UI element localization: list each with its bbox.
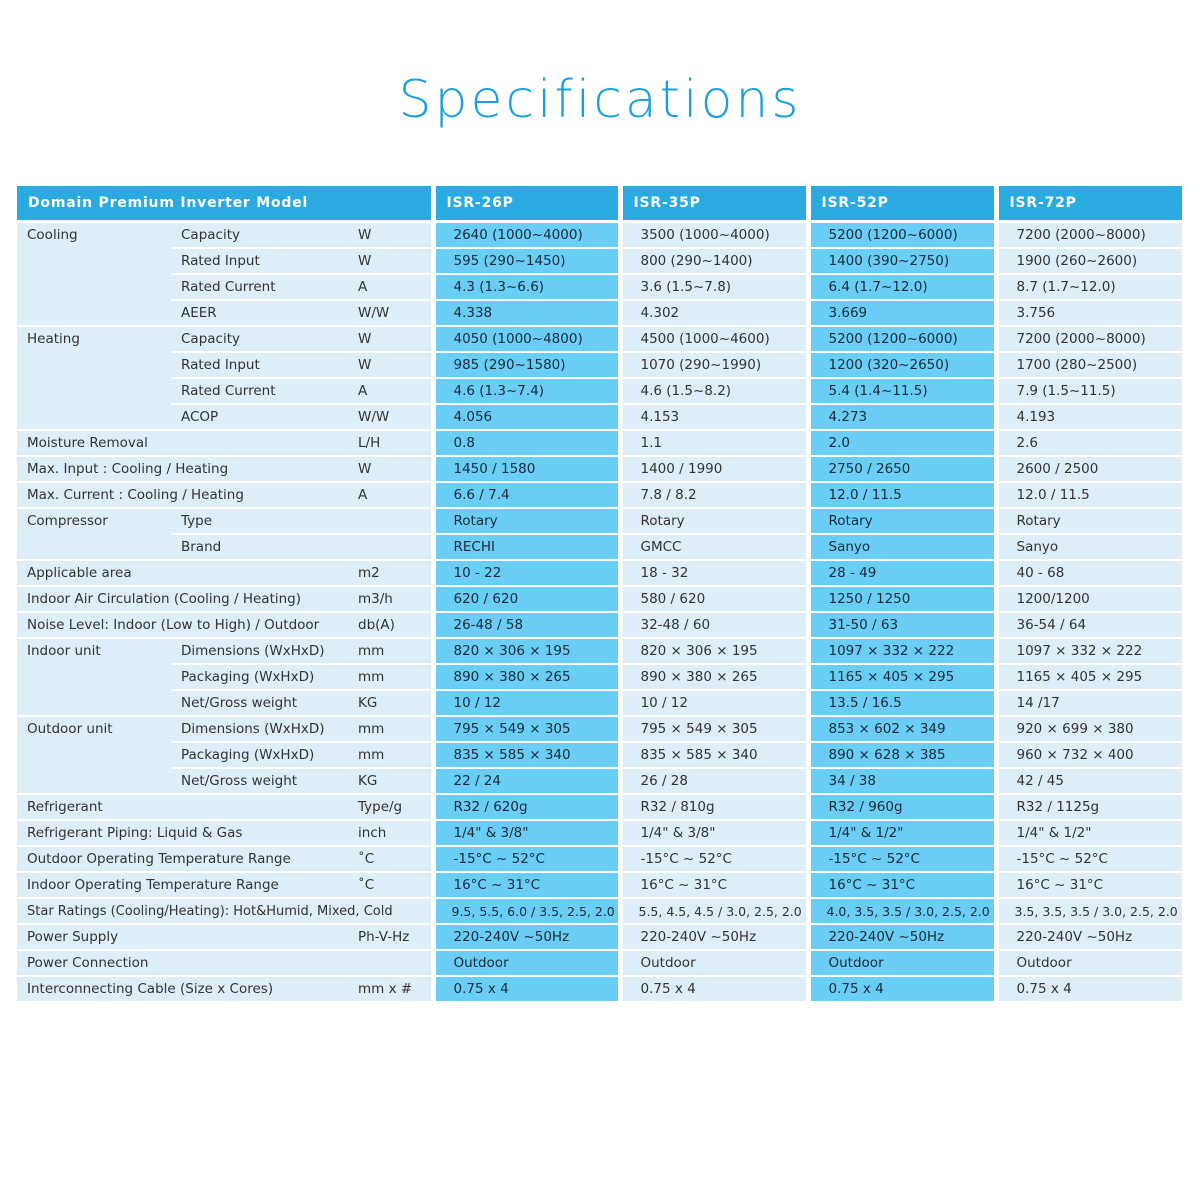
model-value-cell: Outdoor <box>808 950 996 976</box>
model-value-cell: 4.273 <box>808 404 996 430</box>
table-row <box>17 768 1182 794</box>
row-sub-label: Packaging (WxHxD) <box>171 742 348 768</box>
model-value-cell: GMCC <box>620 534 808 560</box>
table-row <box>17 378 1182 404</box>
row-unit: A <box>348 482 433 508</box>
model-value-cell: 1200/1200 <box>996 586 1182 612</box>
model-value-cell: 595 (290~1450) <box>433 248 620 274</box>
model-column-header: ISR-26P <box>433 186 620 222</box>
row-sub-label: Packaging (WxHxD) <box>171 664 348 690</box>
model-value-cell: 890 × 380 × 265 <box>620 664 808 690</box>
row-group-label: Heating <box>17 326 171 430</box>
model-value-cell: 16°C ~ 31°C <box>433 872 620 898</box>
model-value-cell: 920 × 699 × 380 <box>996 716 1182 742</box>
model-column-header: ISR-35P <box>620 186 808 222</box>
row-sub-label: Dimensions (WxHxD) <box>171 716 348 742</box>
model-value-cell: 1/4" & 3/8" <box>433 820 620 846</box>
row-unit: W/W <box>348 404 433 430</box>
row-label: Applicable area <box>17 560 348 586</box>
row-unit: Ph-V-Hz <box>348 924 433 950</box>
row-unit: Type/g <box>348 794 433 820</box>
model-value-cell: 3.6 (1.5~7.8) <box>620 274 808 300</box>
model-value-cell: 13.5 / 16.5 <box>808 690 996 716</box>
row-sub-label: Type <box>171 508 348 534</box>
spec-table-container <box>17 186 1182 1003</box>
row-unit <box>348 508 433 534</box>
model-value-cell: Sanyo <box>996 534 1182 560</box>
model-value-cell: 4.0, 3.5, 3.5 / 3.0, 2.5, 2.0 <box>808 898 996 924</box>
table-row <box>17 482 1182 508</box>
model-value-cell: 795 × 549 × 305 <box>433 716 620 742</box>
model-value-cell: 2.0 <box>808 430 996 456</box>
table-row <box>17 638 1182 664</box>
row-unit: KG <box>348 768 433 794</box>
model-value-cell: 800 (290~1400) <box>620 248 808 274</box>
row-unit <box>348 950 433 976</box>
model-value-cell: 3.669 <box>808 300 996 326</box>
row-unit: mm <box>348 638 433 664</box>
model-value-cell: 1250 / 1250 <box>808 586 996 612</box>
table-row <box>17 924 1182 950</box>
model-value-cell: 2640 (1000~4000) <box>433 222 620 249</box>
model-value-cell: 3.5, 3.5, 3.5 / 3.0, 2.5, 2.0 <box>996 898 1182 924</box>
model-value-cell: 14 /17 <box>996 690 1182 716</box>
model-value-cell: 4050 (1000~4800) <box>433 326 620 352</box>
row-label: Power Connection <box>17 950 348 976</box>
row-sub-label: Brand <box>171 534 348 560</box>
page-title: Specifications <box>398 70 802 130</box>
row-sub-label: Rated Input <box>171 352 348 378</box>
model-value-cell: 4.302 <box>620 300 808 326</box>
row-label: Power Supply <box>17 924 348 950</box>
table-row <box>17 794 1182 820</box>
model-value-cell: 6.4 (1.7~12.0) <box>808 274 996 300</box>
table-row <box>17 326 1182 352</box>
model-value-cell: 820 × 306 × 195 <box>620 638 808 664</box>
model-value-cell: 4.6 (1.3~7.4) <box>433 378 620 404</box>
model-value-cell: 1700 (280~2500) <box>996 352 1182 378</box>
model-value-cell: 2750 / 2650 <box>808 456 996 482</box>
model-value-cell: -15°C ~ 52°C <box>620 846 808 872</box>
row-sub-label: AEER <box>171 300 348 326</box>
table-row <box>17 352 1182 378</box>
model-value-cell: 620 / 620 <box>433 586 620 612</box>
model-value-cell: 9.5, 5.5, 6.0 / 3.5, 2.5, 2.0 <box>433 898 620 924</box>
model-value-cell: 3500 (1000~4000) <box>620 222 808 249</box>
row-group-label: Outdoor unit <box>17 716 171 794</box>
row-label: Indoor Air Circulation (Cooling / Heating) <box>17 586 348 612</box>
model-value-cell: 220-240V ~50Hz <box>996 924 1182 950</box>
table-row <box>17 456 1182 482</box>
model-value-cell: 28 - 49 <box>808 560 996 586</box>
model-value-cell: 580 / 620 <box>620 586 808 612</box>
row-sub-label: Dimensions (WxHxD) <box>171 638 348 664</box>
model-value-cell: 26-48 / 58 <box>433 612 620 638</box>
row-sub-label: ACOP <box>171 404 348 430</box>
model-value-cell: 960 × 732 × 400 <box>996 742 1182 768</box>
model-value-cell: 34 / 38 <box>808 768 996 794</box>
row-group-label: Compressor <box>17 508 171 560</box>
row-label: Noise Level: Indoor (Low to High) / Outdoor <box>17 612 348 638</box>
model-value-cell: 5200 (1200~6000) <box>808 222 996 249</box>
model-value-cell: 835 × 585 × 340 <box>433 742 620 768</box>
table-row <box>17 300 1182 326</box>
model-value-cell: 8.7 (1.7~12.0) <box>996 274 1182 300</box>
model-value-cell: RECHI <box>433 534 620 560</box>
model-value-cell: 7.8 / 8.2 <box>620 482 808 508</box>
model-value-cell: 31-50 / 63 <box>808 612 996 638</box>
model-value-cell: 16°C ~ 31°C <box>620 872 808 898</box>
model-value-cell: R32 / 1125g <box>996 794 1182 820</box>
row-label: Max. Input : Cooling / Heating <box>17 456 348 482</box>
table-row <box>17 612 1182 638</box>
model-value-cell: 10 - 22 <box>433 560 620 586</box>
model-value-cell: 7.9 (1.5~11.5) <box>996 378 1182 404</box>
model-value-cell: R32 / 960g <box>808 794 996 820</box>
model-value-cell: 1070 (290~1990) <box>620 352 808 378</box>
model-value-cell: 1.1 <box>620 430 808 456</box>
row-unit: W <box>348 248 433 274</box>
model-value-cell: 0.8 <box>433 430 620 456</box>
model-value-cell: 1097 × 332 × 222 <box>808 638 996 664</box>
table-row <box>17 976 1182 1002</box>
model-value-cell: 1/4" & 1/2" <box>808 820 996 846</box>
row-unit: W <box>348 352 433 378</box>
model-value-cell: 985 (290~1580) <box>433 352 620 378</box>
row-unit: mm x # <box>348 976 433 1002</box>
model-value-cell: -15°C ~ 52°C <box>433 846 620 872</box>
model-value-cell: 4.056 <box>433 404 620 430</box>
model-value-cell: Outdoor <box>433 950 620 976</box>
model-value-cell: 1450 / 1580 <box>433 456 620 482</box>
model-value-cell: 2.6 <box>996 430 1182 456</box>
row-label: Refrigerant Piping: Liquid & Gas <box>17 820 348 846</box>
model-value-cell: Rotary <box>808 508 996 534</box>
model-value-cell: 853 × 602 × 349 <box>808 716 996 742</box>
model-value-cell: 220-240V ~50Hz <box>808 924 996 950</box>
row-unit: W <box>348 326 433 352</box>
model-value-cell: 220-240V ~50Hz <box>433 924 620 950</box>
table-row <box>17 430 1182 456</box>
model-value-cell: 32-48 / 60 <box>620 612 808 638</box>
model-value-cell: 5200 (1200~6000) <box>808 326 996 352</box>
row-unit: KG <box>348 690 433 716</box>
row-unit: A <box>348 274 433 300</box>
table-row <box>17 534 1182 560</box>
row-sub-label: Rated Current <box>171 378 348 404</box>
row-sub-label: Rated Current <box>171 274 348 300</box>
table-row <box>17 898 1182 924</box>
model-value-cell: 12.0 / 11.5 <box>808 482 996 508</box>
model-value-cell: Rotary <box>620 508 808 534</box>
row-sub-label: Net/Gross weight <box>171 768 348 794</box>
model-value-cell: 890 × 628 × 385 <box>808 742 996 768</box>
model-value-cell: Outdoor <box>620 950 808 976</box>
model-value-cell: Rotary <box>996 508 1182 534</box>
table-row <box>17 820 1182 846</box>
row-unit: db(A) <box>348 612 433 638</box>
model-value-cell: 0.75 x 4 <box>620 976 808 1002</box>
row-unit: ˚C <box>348 872 433 898</box>
row-label: Star Ratings (Cooling/Heating): Hot&Humid, Mixed, Cold <box>17 898 433 924</box>
row-sub-label: Rated Input <box>171 248 348 274</box>
model-value-cell: 820 × 306 × 195 <box>433 638 620 664</box>
model-value-cell: 220-240V ~50Hz <box>620 924 808 950</box>
model-value-cell: 1900 (260~2600) <box>996 248 1182 274</box>
row-unit: m3/h <box>348 586 433 612</box>
model-value-cell: 10 / 12 <box>620 690 808 716</box>
model-value-cell: 890 × 380 × 265 <box>433 664 620 690</box>
row-label: Moisture Removal <box>17 430 348 456</box>
model-value-cell: 4.3 (1.3~6.6) <box>433 274 620 300</box>
model-value-cell: 1/4" & 1/2" <box>996 820 1182 846</box>
model-value-cell: R32 / 810g <box>620 794 808 820</box>
row-group-label: Indoor unit <box>17 638 171 716</box>
row-sub-label: Capacity <box>171 326 348 352</box>
model-value-cell: 4.338 <box>433 300 620 326</box>
row-unit: m2 <box>348 560 433 586</box>
model-value-cell: 16°C ~ 31°C <box>808 872 996 898</box>
row-label: Refrigerant <box>17 794 348 820</box>
row-group-label: Cooling <box>17 222 171 327</box>
table-row <box>17 716 1182 742</box>
model-value-cell: 6.6 / 7.4 <box>433 482 620 508</box>
row-unit: inch <box>348 820 433 846</box>
model-value-cell: 2600 / 2500 <box>996 456 1182 482</box>
model-value-cell: 40 - 68 <box>996 560 1182 586</box>
model-value-cell: R32 / 620g <box>433 794 620 820</box>
model-value-cell: 1200 (320~2650) <box>808 352 996 378</box>
model-value-cell: 1400 (390~2750) <box>808 248 996 274</box>
model-value-cell: 16°C ~ 31°C <box>996 872 1182 898</box>
table-row <box>17 508 1182 534</box>
table-row <box>17 950 1182 976</box>
row-label: Outdoor Operating Temperature Range <box>17 846 348 872</box>
model-value-cell: 7200 (2000~8000) <box>996 222 1182 249</box>
model-value-cell: 5.5, 4.5, 4.5 / 3.0, 2.5, 2.0 <box>620 898 808 924</box>
table-row <box>17 586 1182 612</box>
model-value-cell: 7200 (2000~8000) <box>996 326 1182 352</box>
header-row <box>17 186 1182 222</box>
model-value-cell: 1165 × 405 × 295 <box>996 664 1182 690</box>
model-value-cell: 835 × 585 × 340 <box>620 742 808 768</box>
row-label: Indoor Operating Temperature Range <box>17 872 348 898</box>
table-row <box>17 274 1182 300</box>
table-row <box>17 690 1182 716</box>
row-unit: ˚C <box>348 846 433 872</box>
model-value-cell: 0.75 x 4 <box>996 976 1182 1002</box>
model-value-cell: 1097 × 332 × 222 <box>996 638 1182 664</box>
spec-table-body <box>17 222 1182 1003</box>
row-unit: mm <box>348 742 433 768</box>
model-value-cell: Outdoor <box>996 950 1182 976</box>
row-unit: W/W <box>348 300 433 326</box>
model-value-cell: 36-54 / 64 <box>996 612 1182 638</box>
model-value-cell: -15°C ~ 52°C <box>808 846 996 872</box>
row-label: Max. Current : Cooling / Heating <box>17 482 348 508</box>
model-value-cell: 1/4" & 3/8" <box>620 820 808 846</box>
table-row <box>17 222 1182 249</box>
model-value-cell: 1165 × 405 × 295 <box>808 664 996 690</box>
row-unit: A <box>348 378 433 404</box>
model-value-cell: 18 - 32 <box>620 560 808 586</box>
row-unit: W <box>348 456 433 482</box>
model-value-cell: Sanyo <box>808 534 996 560</box>
model-value-cell: 12.0 / 11.5 <box>996 482 1182 508</box>
row-unit: W <box>348 222 433 249</box>
spec-table <box>17 186 1182 1003</box>
model-value-cell: 5.4 (1.4~11.5) <box>808 378 996 404</box>
model-value-cell: 22 / 24 <box>433 768 620 794</box>
row-unit: mm <box>348 664 433 690</box>
row-label: Interconnecting Cable (Size x Cores) <box>17 976 348 1002</box>
table-row <box>17 846 1182 872</box>
model-value-cell: Rotary <box>433 508 620 534</box>
model-value-cell: -15°C ~ 52°C <box>996 846 1182 872</box>
model-value-cell: 1400 / 1990 <box>620 456 808 482</box>
model-value-cell: 4.6 (1.5~8.2) <box>620 378 808 404</box>
model-value-cell: 10 / 12 <box>433 690 620 716</box>
row-sub-label: Capacity <box>171 222 348 249</box>
model-value-cell: 4.193 <box>996 404 1182 430</box>
model-value-cell: 0.75 x 4 <box>808 976 996 1002</box>
table-row <box>17 664 1182 690</box>
table-row <box>17 872 1182 898</box>
table-row <box>17 742 1182 768</box>
row-sub-label: Net/Gross weight <box>171 690 348 716</box>
model-value-cell: 26 / 28 <box>620 768 808 794</box>
table-row <box>17 404 1182 430</box>
row-unit: mm <box>348 716 433 742</box>
model-header: Domain Premium Inverter Model <box>17 186 433 222</box>
model-column-header: ISR-52P <box>808 186 996 222</box>
model-value-cell: 0.75 x 4 <box>433 976 620 1002</box>
row-unit <box>348 534 433 560</box>
row-unit: L/H <box>348 430 433 456</box>
model-column-header: ISR-72P <box>996 186 1182 222</box>
table-row <box>17 248 1182 274</box>
model-value-cell: 3.756 <box>996 300 1182 326</box>
model-value-cell: 4500 (1000~4600) <box>620 326 808 352</box>
model-value-cell: 42 / 45 <box>996 768 1182 794</box>
table-row <box>17 560 1182 586</box>
model-value-cell: 4.153 <box>620 404 808 430</box>
model-value-cell: 795 × 549 × 305 <box>620 716 808 742</box>
